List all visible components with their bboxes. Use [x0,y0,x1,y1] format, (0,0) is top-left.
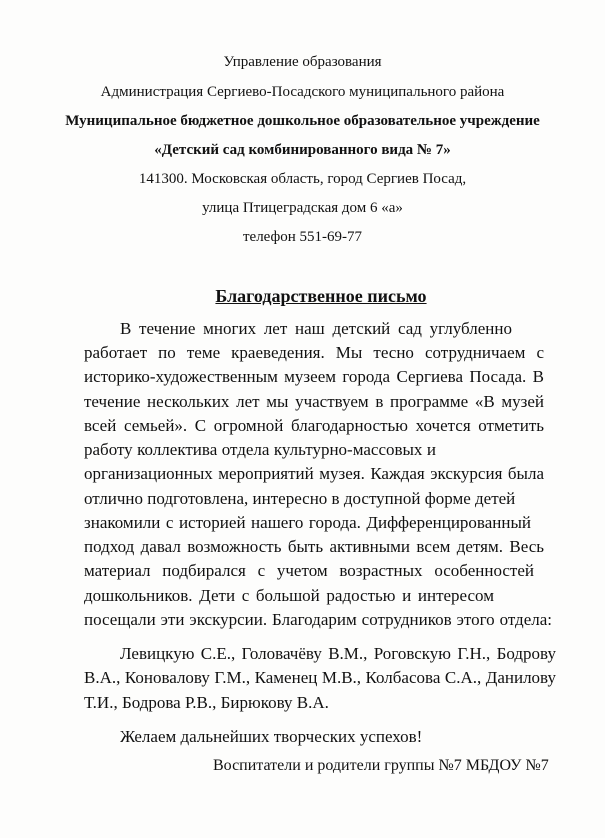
header-address-street: улица Птицеградская дом 6 «а» [202,200,403,216]
body-line: всей семьей». С огромной благодарностью хочется отметить [84,416,544,435]
names-line: В.А., Коновалову Г.М., Каменец М.В., Колбасова С.А., Данилову [84,668,556,687]
body-line: историко-художественным музеем города Сергиева Посада. В [84,367,544,386]
letter-title: Благодарственное письмо [215,286,427,306]
header-kindergarten-name: «Детский сад комбинированного вида № 7» [154,142,451,158]
body-line: подход давал возможность быть активными всем детям. Весь [84,537,544,556]
header-department: Управление образования [223,54,382,70]
body-line: работу коллектива отдела культурно-массовых и [84,440,436,459]
body-line: работает по теме краеведения. Мы тесно сотрудничаем с [84,343,544,362]
body-line: посещали эти экскурсии. Благодарим сотрудников этого отдела: [84,610,552,629]
body-line: организационных мероприятий музея. Каждая экскурсия была [84,464,544,483]
names-line: Т.И., Бодрова Р.В., Бирюкову В.А. [84,693,329,712]
body-line: отлично подготовлена, интересно в доступной форме детей [84,489,516,508]
closing-wish: Желаем дальнейших творческих успехов! [120,727,423,746]
body-line: материал подбирался с учетом возрастных особенностей [84,561,534,580]
body-line: знакомили с историей нашего города. Дифференцированный [84,513,531,532]
signature: Воспитатели и родители группы №7 МБДОУ №7 [213,757,549,774]
header-institution: Муниципальное бюджетное дошкольное образовательное учреждение [65,113,540,129]
header-administration: Администрация Сергиево-Посадского муниципального района [100,84,505,100]
header-phone: телефон 551-69-77 [242,229,363,245]
body-line: дошкольников. Дети с большой радостью и интересом [84,586,494,605]
body-line: течение нескольких лет мы участвуем в программе «В музей [84,392,544,411]
body-line: В течение многих лет наш детский сад углубленно [120,319,512,338]
names-line: Левицкую С.Е., Головачёву В.М., Роговскую Г.Н., Бодрову [120,644,556,663]
header-address-city: 141300. Московская область, город Сергиев Посад, [138,171,467,187]
